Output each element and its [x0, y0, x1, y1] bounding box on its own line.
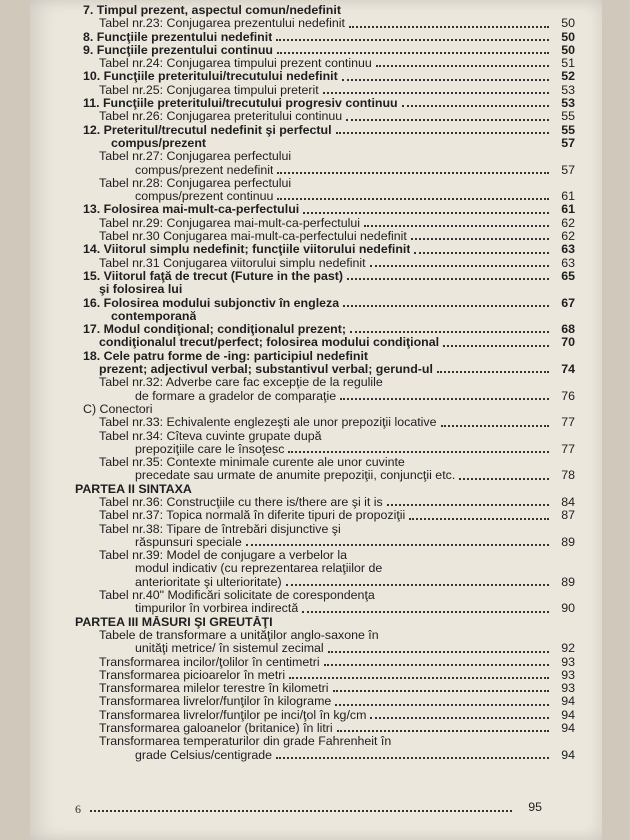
leader-dots: [443, 344, 549, 347]
leader-dots: [351, 558, 549, 559]
toc-entry-page: 94: [561, 747, 575, 762]
leader-dots: [411, 237, 549, 240]
toc-entry-title: Tabel nr.38: Tipare de întrebări disjunctive şi: [99, 522, 341, 536]
toc-entry-title: Transformarea incilor/ţolilor în centimetri: [99, 655, 320, 669]
leader-dots: [441, 424, 549, 427]
toc-entry: [75, 4, 575, 17]
toc-entry-title: contemporană: [111, 309, 197, 323]
toc-entry-title: compus/prezent nedefinit: [135, 163, 274, 177]
leader-dots: [336, 131, 549, 134]
leader-dots: [437, 370, 549, 373]
leader-dots: [379, 598, 549, 599]
leader-dots: [370, 716, 549, 719]
toc-entry: [75, 270, 575, 283]
leader-dots: [337, 729, 549, 732]
toc-entry: [75, 416, 575, 429]
table-of-contents: [75, 4, 575, 762]
toc-entry-title: Transformarea milelor terestre în kilometri: [99, 682, 329, 696]
toc-entry-page: 62: [561, 215, 575, 230]
leader-dots: [295, 160, 549, 161]
toc-entry: [75, 17, 575, 30]
toc-entry: [75, 336, 575, 349]
toc-entry: [75, 203, 575, 216]
toc-entry-title: Transformarea livrelor/funţilor pe inci/ţol în kg/cm: [99, 708, 367, 722]
toc-entry: [75, 509, 575, 522]
toc-entry: [75, 217, 575, 230]
toc-entry: [75, 616, 575, 629]
toc-entry: [75, 695, 575, 708]
toc-entry-title: 13. Folosirea mai-mult-ca-perfectului: [83, 203, 300, 217]
toc-entry-title: 11. Funcţiile preteritului/trecutului progresiv continuu: [83, 97, 398, 111]
toc-entry: [75, 576, 575, 589]
toc-entry-title: 10. Funcţiile preteritului/trecutului nedefinit: [83, 70, 338, 84]
toc-entry-page: 76: [561, 388, 575, 403]
toc-entry-title: Tabel nr.27: Conjugarea perfectului: [99, 150, 292, 164]
toc-entry-title: modul indicativ (cu reprezentarea relaţiilor de: [135, 562, 383, 576]
leader-dots: [196, 492, 549, 493]
toc-entry-title: 7. Timpul prezent, aspectul comun/nedefinit: [83, 4, 341, 17]
toc-entry-title: grade Celsius/centigrade: [135, 748, 273, 762]
toc-entry-page: 89: [561, 574, 575, 589]
toc-entry: [75, 350, 575, 363]
leader-dots: [347, 277, 549, 280]
toc-entry-title: Tabel nr.25: Conjugarea timpului preterit: [99, 83, 319, 97]
leader-dots: [277, 625, 549, 626]
toc-entry-page: 67: [561, 295, 575, 310]
toc-entry-page: 77: [561, 415, 575, 430]
toc-entry-title: 9. Funcţiile prezentului continuu: [83, 43, 273, 57]
leader-dots: [277, 51, 549, 54]
toc-entry-page: 57: [561, 135, 575, 150]
leader-dots: [323, 91, 549, 94]
toc-entry-page: 65: [561, 268, 575, 283]
toc-entry-page: 93: [561, 667, 575, 682]
toc-entry-title: condiţionalul trecut/perfect; folosirea modului condiţional: [99, 336, 440, 350]
toc-entry-page: 94: [561, 694, 575, 709]
toc-entry: [75, 562, 575, 575]
leader-dots: [376, 64, 549, 67]
toc-entry-title: unităţi metrice/ în sistemul zecimal: [135, 642, 324, 656]
toc-entry: [75, 363, 575, 376]
book-page: [30, 0, 602, 840]
toc-entry-title: Transformarea picioarelor în metri: [99, 668, 286, 682]
leader-dots: [302, 610, 549, 613]
toc-entry-page: 55: [561, 122, 575, 137]
leader-dots: [288, 450, 549, 453]
toc-entry-page: 50: [561, 42, 575, 57]
leader-dots: [210, 146, 549, 147]
toc-entry: [75, 57, 575, 70]
toc-entry-title: compus/prezent continuu: [135, 190, 274, 204]
toc-entry: [75, 735, 575, 748]
toc-entry-page: 63: [561, 242, 575, 257]
toc-entry: [75, 443, 575, 456]
toc-entry-title: compus/prezent: [111, 136, 207, 150]
toc-entry-page: 61: [561, 202, 575, 217]
toc-entry: [75, 110, 575, 123]
leader-dots: [90, 810, 512, 812]
toc-entry: [75, 682, 575, 695]
leader-dots: [324, 663, 549, 666]
leader-dots: [395, 745, 549, 746]
toc-entry-page: 51: [561, 56, 575, 71]
leader-dots: [200, 319, 549, 320]
toc-entry-title: 18. Cele patru forme de -ing: participiul nedefinit: [83, 349, 369, 363]
toc-entry: [75, 84, 575, 97]
toc-entry-title: Tabel nr.35: Contexte minimale curente ale unor cuvinte: [99, 456, 405, 470]
toc-entry-title: Tabel nr.36: Construcţiile cu there is/there are şi it is: [99, 495, 383, 509]
toc-entry-page: 94: [561, 721, 575, 736]
leader-dots: [372, 359, 549, 360]
leader-dots: [349, 25, 549, 28]
leader-dots: [364, 224, 549, 227]
toc-entry: [75, 669, 575, 682]
toc-entry-title: şi folosirea lui: [99, 283, 183, 297]
toc-entry: [75, 257, 575, 270]
toc-entry: [75, 403, 575, 416]
toc-entry: [75, 589, 575, 602]
toc-entry: [75, 483, 575, 496]
toc-entry: [75, 243, 575, 256]
leader-dots: [386, 572, 549, 573]
toc-entry: [75, 190, 575, 203]
toc-entry: [75, 656, 575, 669]
leader-dots: [303, 211, 549, 214]
toc-entry-title: Tabel nr.33: Echivalente englezeşti ale unor prepoziţii locative: [99, 416, 437, 430]
toc-entry: [75, 709, 575, 722]
toc-entry-page: 53: [561, 96, 575, 111]
toc-entry-title: Transformarea galoanelor (britanice) în litri: [99, 722, 333, 736]
toc-entry-page: 90: [561, 601, 575, 616]
leader-dots: [276, 756, 549, 759]
toc-entry-page: 84: [561, 494, 575, 509]
toc-entry-page: 93: [561, 681, 575, 696]
toc-entry: [75, 376, 575, 389]
toc-entry: [75, 722, 575, 735]
toc-entry: [75, 124, 575, 137]
toc-entry-page: 92: [561, 641, 575, 656]
toc-entry-title: de formare a gradelor de comparaţie: [135, 389, 337, 403]
toc-entry: [75, 749, 575, 762]
leader-dots: [157, 412, 549, 413]
toc-entry-page: 77: [561, 441, 575, 456]
toc-entry: [75, 283, 575, 296]
toc-entry: [75, 97, 575, 110]
toc-entry-title: anterioritate şi ulterioritate): [135, 575, 282, 589]
leader-dots: [350, 330, 549, 333]
leader-dots: [277, 171, 549, 174]
toc-entry-title: Tabel nr.31 Conjugarea viitorului simplu nedefinit: [99, 256, 366, 270]
leader-dots: [409, 517, 549, 520]
toc-entry-title: Tabel nr.26: Conjugarea preteritului continuu: [99, 110, 343, 124]
leader-dots: [333, 689, 549, 692]
toc-entry-page: 50: [561, 16, 575, 31]
toc-entry: [75, 602, 575, 615]
toc-entry-title: Tabel nr.29: Conjugarea mai-mult-ca-perfectului: [99, 216, 361, 230]
toc-entry: [75, 31, 575, 44]
toc-entry-page: 70: [561, 335, 575, 350]
leader-dots: [328, 650, 549, 653]
leader-dots: [387, 386, 549, 387]
toc-entry-page: 55: [561, 109, 575, 124]
toc-entry: [75, 150, 575, 163]
last-page-reference: 95: [528, 800, 542, 814]
toc-entry-page: 94: [561, 707, 575, 722]
toc-entry-page: 52: [561, 69, 575, 84]
toc-entry: [75, 549, 575, 562]
leader-dots: [383, 638, 549, 639]
toc-entry-title: prezent; adjectivul verbal; substantivul verbal; gerund-ul: [99, 363, 433, 377]
toc-entry-page: 57: [561, 162, 575, 177]
toc-entry: [75, 390, 575, 403]
leader-dots: [346, 118, 549, 121]
toc-entry-title: Transformarea livrelor/funţilor în kilograme: [99, 695, 332, 709]
leader-dots: [335, 703, 549, 706]
toc-entry-page: 62: [561, 229, 575, 244]
leader-dots: [409, 465, 549, 466]
toc-entry-title: prepoziţiile care le însoţesc: [135, 442, 285, 456]
toc-entry-title: Tabel nr.39: Model de conjugare a verbelor la: [99, 549, 347, 563]
toc-entry: [75, 70, 575, 83]
leader-dots: [326, 439, 550, 440]
toc-entry: [75, 496, 575, 509]
leader-dots: [295, 186, 549, 187]
toc-entry-page: 89: [561, 534, 575, 549]
toc-entry-page: 53: [561, 82, 575, 97]
toc-entry-title: 8. Funcţiile prezentului nedefinit: [83, 30, 273, 44]
page-number: 6: [75, 802, 81, 816]
toc-entry-title: Tabel nr.30 Conjugarea mai-mult-ca-perfectului nedefinit: [99, 230, 407, 244]
leader-dots: [340, 397, 549, 400]
leader-dots: [342, 78, 549, 81]
toc-entry: [75, 629, 575, 642]
toc-entry-page: 50: [561, 29, 575, 44]
toc-entry-page: 61: [561, 189, 575, 204]
toc-entry-title: Transformarea temperaturilor din grade Fahrenheit în: [99, 735, 392, 749]
leader-dots: [246, 543, 549, 546]
leader-dots: [345, 13, 549, 14]
toc-entry: [75, 536, 575, 549]
toc-entry: [75, 230, 575, 243]
toc-entry-title: 15. Viitorul faţă de trecut (Future in the past): [83, 269, 344, 283]
leader-dots: [186, 293, 549, 294]
toc-entry-title: Tabel nr.40" Modificări solicitate de corespondenţa: [99, 589, 375, 603]
toc-entry: [75, 310, 575, 323]
leader-dots: [343, 304, 549, 307]
leader-dots: [402, 104, 549, 107]
toc-entry-page: 93: [561, 654, 575, 669]
toc-entry-title: Tabel nr.37: Topica normală în diferite tipuri de propoziţii: [99, 509, 406, 523]
toc-entry-title: Tabel nr.32: Adverbe care fac excepţie de la regulile: [99, 376, 383, 390]
leader-dots: [387, 503, 549, 506]
leader-dots: [370, 264, 549, 267]
leader-dots: [345, 532, 549, 533]
toc-entry: [75, 323, 575, 336]
leader-dots: [289, 676, 549, 679]
leader-dots: [459, 477, 549, 480]
toc-entry: [75, 523, 575, 536]
toc-entry-title: Tabel nr.34: Cîteva cuvinte grupate după: [99, 429, 322, 443]
toc-entry: [75, 456, 575, 469]
toc-entry: [75, 177, 575, 190]
toc-entry-page: 63: [561, 255, 575, 270]
leader-dots: [277, 197, 549, 200]
toc-entry: [75, 642, 575, 655]
toc-entry-title: 16. Folosirea modului subjonctiv în engleza: [83, 296, 340, 310]
leader-dots: [276, 38, 549, 41]
leader-dots: [414, 251, 549, 254]
toc-entry: [75, 137, 575, 150]
toc-entry-title: 14. Viitorul simplu nedefinit; funcţiile viitorului nedefinit: [83, 243, 411, 257]
toc-entry-title: PARTEA III MĂSURI ŞI GREUTĂŢI: [75, 615, 273, 629]
toc-entry: [75, 469, 575, 482]
toc-entry-title: răspunsuri speciale: [135, 535, 242, 549]
toc-entry-page: 74: [561, 362, 575, 377]
toc-entry-title: C) Conectori: [83, 402, 153, 416]
toc-entry-title: Tabel nr.28: Conjugarea perfectului: [99, 176, 292, 190]
toc-entry: [75, 44, 575, 57]
toc-entry-page: 78: [561, 468, 575, 483]
toc-entry-title: timpurilor în vorbirea indirectă: [135, 602, 299, 616]
toc-entry: [75, 164, 575, 177]
toc-entry-title: PARTEA II SINTAXA: [75, 482, 192, 496]
toc-entry-page: 87: [561, 508, 575, 523]
toc-entry: [75, 297, 575, 310]
toc-entry-page: 68: [561, 322, 575, 337]
toc-entry-title: Tabel nr.24: Conjugarea timpului prezent continuu: [99, 57, 372, 71]
toc-entry: [75, 430, 575, 443]
toc-entry-title: Tabele de transformare a unităţilor anglo-saxone în: [99, 628, 379, 642]
toc-entry-title: 12. Preteritul/trecutul nedefinit şi perfectul: [83, 123, 332, 137]
toc-entry-title: Tabel nr.23: Conjugarea prezentului nedefinit: [99, 17, 345, 31]
toc-entry-title: precedate sau urmate de anumite prepoziţii, conjuncţii etc.: [135, 469, 456, 483]
leader-dots: [286, 583, 549, 586]
toc-entry-title: 17. Modul condiţional; condiţionalul prezent;: [83, 323, 346, 337]
